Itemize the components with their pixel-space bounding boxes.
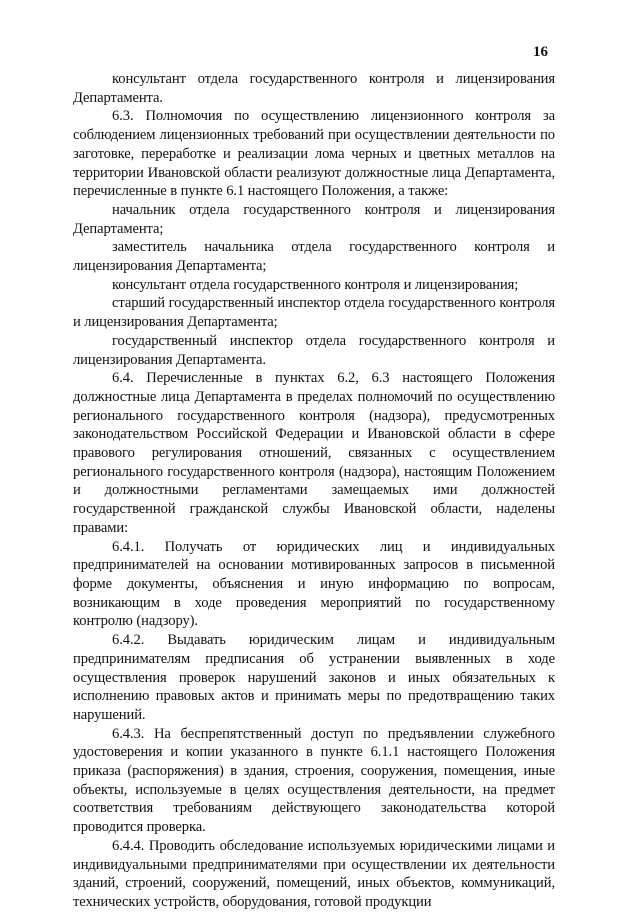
paragraph-6-4-1: 6.4.1. Получать от юридических лиц и индивидуальных предпринимателей на основании мотивированных запросов в письменной форме документы, объяснения и иную информацию по вопросам, возникающим в ходе проведения мероприятий по государственному контролю (надзору).	[73, 538, 555, 630]
list-item-deputy-head: заместитель начальника отдела государственного контроля и лицензирования Департамента;	[73, 239, 555, 275]
paragraph-6-4-4: 6.4.4. Проводить обследование используемых юридическими лицами и индивидуальными предпринимателями при осуществлении их деятельности зданий, строений, сооружений, помещений, иных объектов, коммуникаций, технических устройств, оборудования, готовой продукции	[73, 837, 555, 910]
paragraph-6-4: 6.4. Перечисленные в пунктах 6.2, 6.3 настоящего Положения должностные лица Департамента в пределах полномочий по осуществлению регионального государственного контроля (надзора), предусмотренных законодательством Российской Федерации и Ивановской области в сфере правового регулирования отношений, связанных с осуществлением регионального государственного контроля (надзора), настоящим Положением и должностными регламентами замещаемых ими должностей государственной гражданской службы Ивановской области, наделены правами:	[73, 370, 555, 536]
page-number: 16	[533, 44, 548, 60]
paragraph-6-4-3: 6.4.3. На беспрепятственный доступ по предъявлении служебного удостоверения и копии указанного в пункте 6.1.1 настоящего Положения приказа (распоряжения) в здания, строения, сооружения, помещения, иные объекты, используемые в целях осуществления деятельности, на предмет соответствия требованиям действующего законодательства которой проводится проверка.	[73, 725, 555, 836]
document-body	[73, 70, 555, 912]
paragraph-continuation: консультант отдела государственного контроля и лицензирования Департамента.	[73, 71, 555, 106]
list-item-consultant: консультант отдела государственного контроля и лицензирования;	[112, 276, 519, 293]
paragraph-6-4-2: 6.4.2. Выдавать юридическим лицам и индивидуальным предпринимателям предписания об устранении выявленных в ходе осуществления проверок нарушений законов и иных обязательных к исполнению правовых актов и принимать меры по предотвращению таких нарушений.	[73, 632, 555, 723]
paragraph-6-3: 6.3. Полномочия по осуществлению лицензионного контроля за соблюдением лицензионных требований при осуществлении деятельности по заготовке, переработке и реализации лома черных и цветных металлов на территории Ивановской области реализуют должностные лица Департамента, перечисленные в пункте 6.1 настоящего Положения, а также:	[73, 108, 555, 200]
list-item-inspector: государственный инспектор отдела государственного контроля и лицензирования Департамента.	[73, 332, 555, 368]
list-item-head-of-department: начальник отдела государственного контроля и лицензирования Департамента;	[73, 201, 555, 237]
list-item-senior-inspector: старший государственный инспектор отдела государственного контроля и лицензирования Департамента;	[73, 295, 555, 331]
